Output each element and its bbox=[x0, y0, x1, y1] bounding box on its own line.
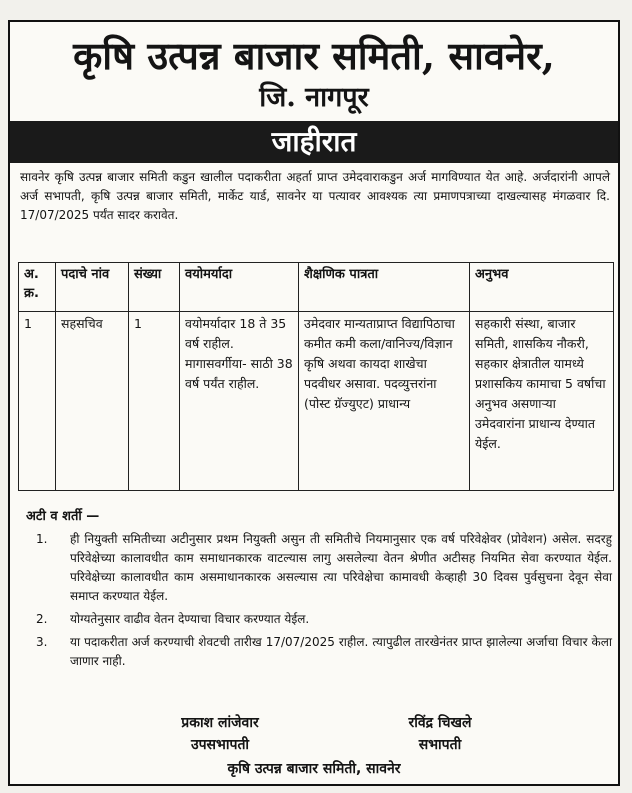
terms-heading: अटी व शर्ती — bbox=[26, 509, 100, 524]
list-item bbox=[20, 633, 612, 671]
posts-table bbox=[18, 262, 614, 491]
header-serial: अ. क्र. bbox=[19, 263, 56, 312]
signatory-title: सभापती bbox=[418, 737, 462, 753]
cell-qualification: उमेदवार मान्यताप्राप्त विद्यापिठाचा कमीत कमी कला/वानिज्य/विज्ञान कृषि अथवा कायदा शाखेचा पदवीधर असावा. पदव्युत्तरांना (पोस्ट ग्रॅज्युएट) प्राधान्य bbox=[299, 312, 470, 491]
cell-post: सहसचिव bbox=[56, 312, 129, 491]
term-number: 3. bbox=[36, 635, 48, 649]
intro-paragraph: सावनेर कृषि उत्पन्न बाजार समिती कडुन खालील पदाकरीता अहर्ता प्राप्त उमेदवाराकडुन अर्ज मागविण्यात येत आहे. अर्जदारांनी आपले अर्ज सभापती, कृषि उत्पन्न बाजार समिती, मार्केट यार्ड, सावनेर या पत्यावर आवश्यक त्या प्रमाणपत्राच्या दाखल्यासह मंगळवार दि. 17/07/2025 पर्यंत सादर करावेत. bbox=[20, 170, 610, 222]
cell-serial: 1 bbox=[19, 312, 56, 491]
signatory-title: उपसभापती bbox=[190, 737, 250, 753]
term-text: योग्यतेनुसार वाढीव वेतन देण्याचा विचार करण्यात येईल. bbox=[70, 612, 310, 626]
header-count: संख्या bbox=[129, 263, 180, 312]
signature-organization: कृषि उत्पन्न बाजार समिती, सावनेर bbox=[227, 761, 401, 777]
header-post: पदाचे नांव bbox=[56, 263, 129, 312]
signatory-name: रविंद्र चिखले bbox=[408, 715, 472, 731]
term-number: 1. bbox=[36, 532, 48, 546]
advertisement-banner: जाहीरात bbox=[10, 121, 618, 163]
signature-chairman bbox=[360, 712, 520, 756]
table-header-row bbox=[19, 263, 614, 312]
advertisement-frame bbox=[8, 20, 620, 786]
term-text: या पदाकरीता अर्ज करण्याची शेवटची तारीख 17/07/2025 राहील. त्यापुढील तारखेनंतर प्राप्त झालेल्या अर्जाचा विचार केला जाणार नाही. bbox=[70, 635, 612, 668]
term-number: 2. bbox=[36, 612, 48, 626]
header-qualification: शैक्षणिक पात्रता bbox=[299, 263, 470, 312]
table-row bbox=[19, 312, 614, 491]
signature-vice-chairman bbox=[140, 712, 300, 756]
terms-section bbox=[20, 502, 612, 675]
cell-age-limit: वयोमर्यादार 18 ते 35 वर्ष राहील. मागासवर्गीया- साठी 38 वर्ष पर्यंत राहील. bbox=[180, 312, 299, 491]
header-experience: अनुभव bbox=[470, 263, 614, 312]
committee-title: कृषि उत्पन्न बाजार समिती, सावनेर, bbox=[73, 33, 555, 78]
cell-experience: सहकारी संस्था, बाजार समिती, शासकिय नौकरी, सहकार क्षेत्रातील यामध्ये प्रशासकिय कामाचा 5 वर्षाचा अनुभव असणाऱ्या उमेदवारांना प्राधान्य देण्यात येईल. bbox=[470, 312, 614, 491]
term-text: ही नियुक्ती समितीच्या अटीनुसार प्रथम नियुक्ती असुन ती समितीचे नियमानुसार एक वर्ष परिवेक्षेवर (प्रोवेशन) असेल. सदरहु परिवेक्षेच्या कालावधीत काम समाधानकारक वाटल्यास लागु असलेल्या वेतन श्रेणीत अटीसह नियमित सेवा करण्यात येईल. परिवेक्षेच्या कालावधीत काम असमाधानकारक असल्यास त्या परिवेक्षेचा कामावधी केव्हाही 30 दिवस पुर्वसुचना देवून सेवा समाप्त करण्यात येईल. bbox=[70, 532, 612, 603]
signatory-name: प्रकाश लांजेवार bbox=[181, 715, 259, 731]
district-subtitle: जि. नागपूर bbox=[259, 82, 369, 113]
cell-count: 1 bbox=[129, 312, 180, 491]
list-item bbox=[20, 530, 612, 606]
header-age-limit: वयोमर्यादा bbox=[180, 263, 299, 312]
list-item bbox=[20, 610, 612, 629]
